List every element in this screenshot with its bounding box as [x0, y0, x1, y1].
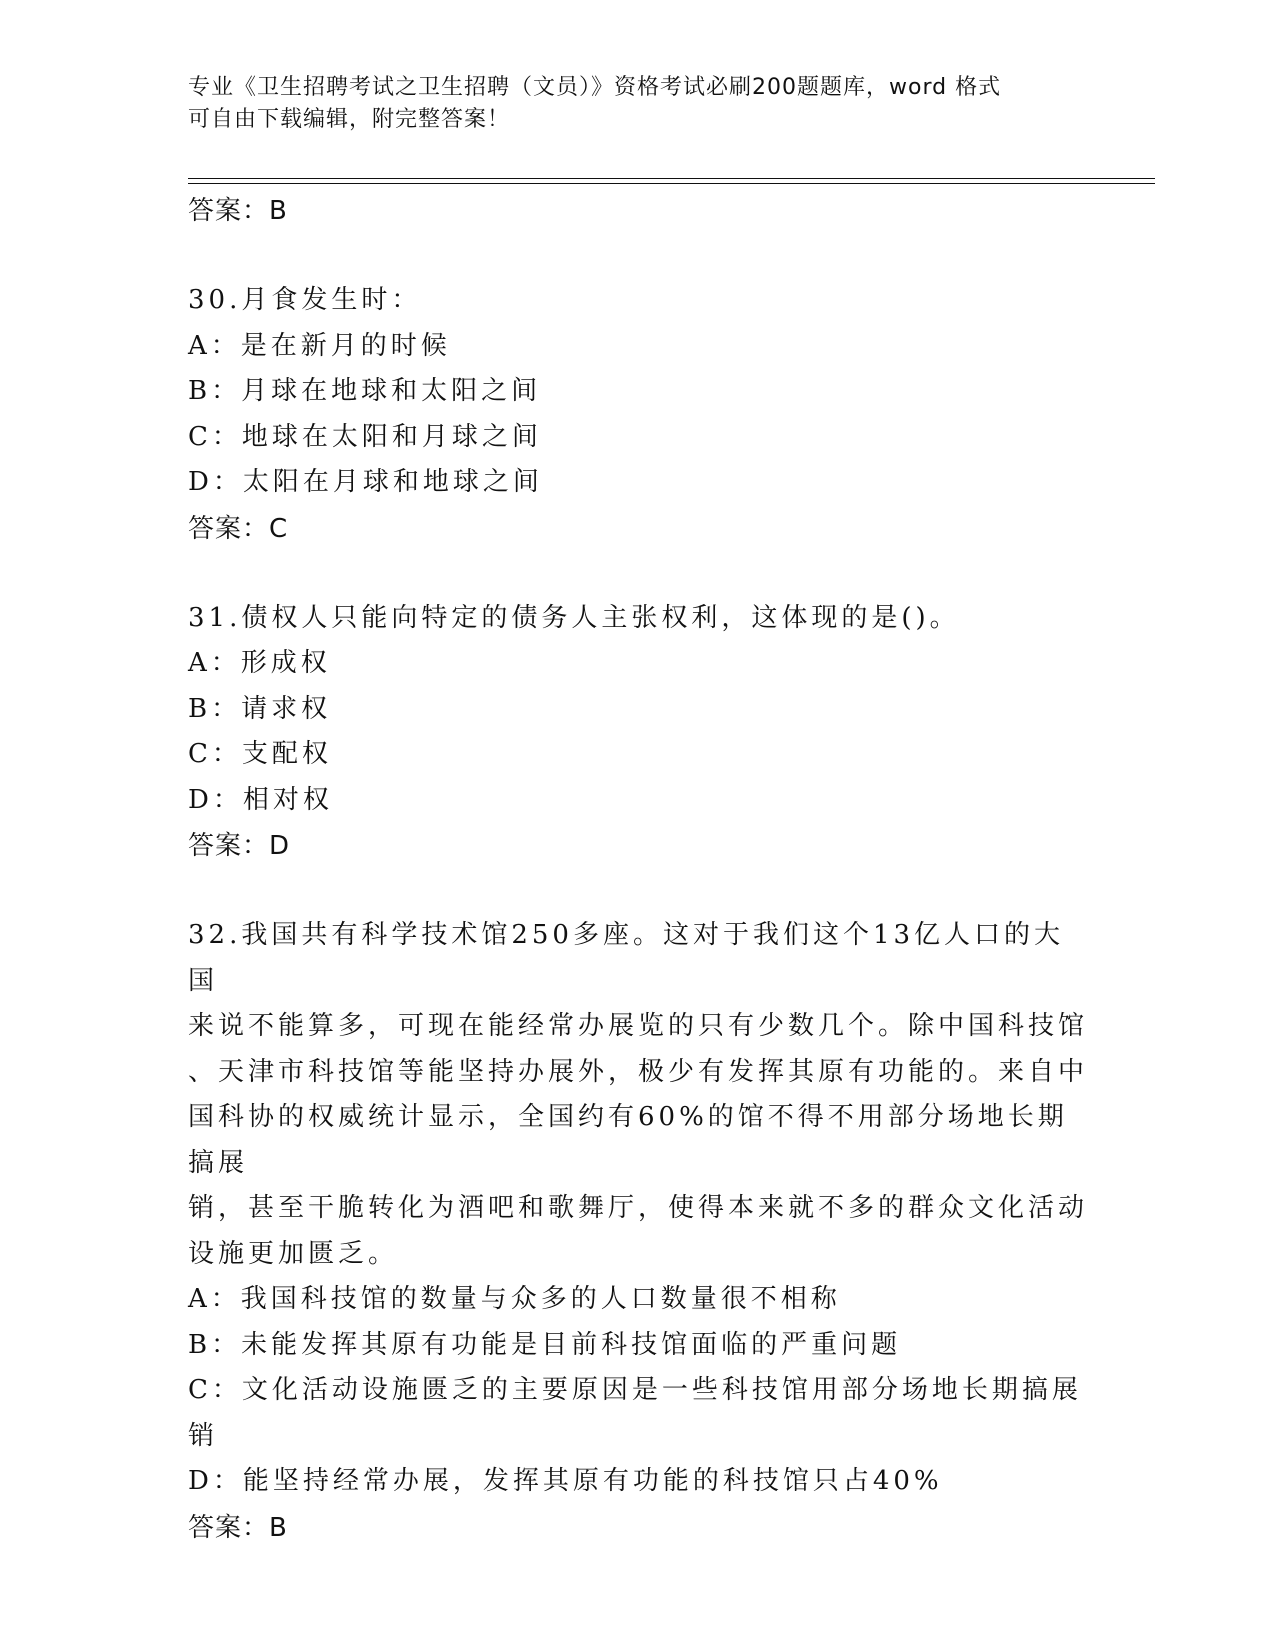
question-stem-line: 、天津市科技馆等能坚持办展外，极少有发挥其原有功能的。来自中	[188, 1056, 1089, 1087]
document-header	[188, 72, 1088, 136]
spacer	[188, 234, 1088, 278]
option-b: B：请求权	[188, 693, 332, 724]
answer: 答案：B	[188, 1512, 288, 1543]
option-c: C：文化活动设施匮乏的主要原因是一些科技馆用部分场地长期搞展销	[188, 1375, 1082, 1451]
spacer	[188, 869, 1088, 913]
option-d: D：太阳在月球和地球之间	[188, 467, 543, 497]
header-divider-top	[188, 178, 1155, 179]
question-stem-line: 国科协的权威统计显示，全国约有60%的馆不得不用部分场地长期搞展	[188, 1102, 1068, 1178]
option-a: A：我国科技馆的数量与众多的人口数量很不相称	[188, 1284, 841, 1314]
question-31	[188, 596, 1088, 870]
document-body	[188, 188, 1088, 1551]
question-stem-line: 设施更加匮乏。	[188, 1238, 399, 1269]
spacer	[188, 552, 1088, 596]
answer: 答案：D	[188, 831, 291, 861]
previous-answer: 答案：B	[188, 196, 288, 226]
option-c: C：地球在太阳和月球之间	[188, 421, 542, 452]
question-32	[188, 913, 1088, 1551]
option-b: B：月球在地球和太阳之间	[188, 376, 542, 406]
header-line-1: 专业《卫生招聘考试之卫生招聘（文员）》资格考试必刷200题题库，word 格式	[188, 75, 1002, 100]
question-stem-line: 32.我国共有科学技术馆250多座。这对于我们这个13亿人口的大国	[188, 920, 1065, 996]
option-d: D：相对权	[188, 784, 333, 815]
option-b: B：未能发挥其原有功能是目前科技馆面临的严重问题	[188, 1329, 902, 1360]
question-stem-line: 来说不能算多，可现在能经常办展览的只有少数几个。除中国科技馆	[188, 1011, 1089, 1041]
option-a: A：是在新月的时候	[188, 330, 451, 361]
header-line-2: 可自由下载编辑，附完整答案！	[188, 107, 511, 132]
question-stem-line: 30.月食发生时：	[188, 285, 422, 315]
header-divider-bottom	[188, 183, 1155, 184]
option-a: A：形成权	[188, 648, 331, 678]
question-stem-line: 31.债权人只能向特定的债务人主张权利，这体现的是()。	[188, 602, 960, 633]
option-c: C：支配权	[188, 739, 332, 769]
answer: 答案：C	[188, 513, 289, 544]
question-30	[188, 278, 1088, 552]
question-stem-line: 销，甚至干脆转化为酒吧和歌舞厅，使得本来就不多的群众文化活动	[188, 1193, 1089, 1223]
option-d: D：能坚持经常办展，发挥其原有功能的科技馆只占40%	[188, 1466, 943, 1496]
